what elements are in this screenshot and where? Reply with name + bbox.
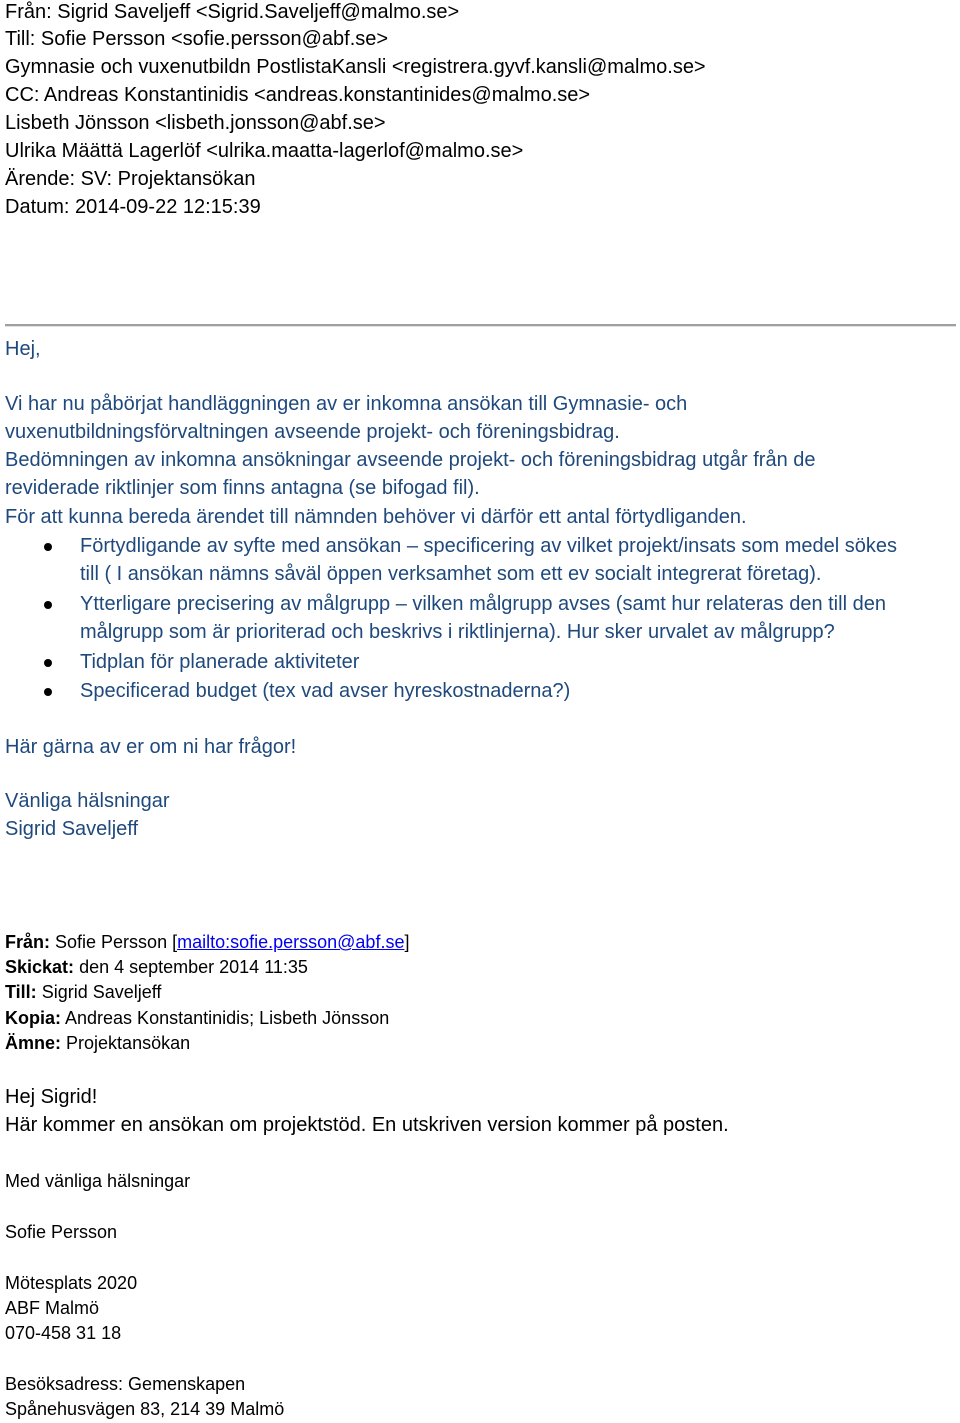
forwarded-subject-label: Ämne: <box>5 1033 62 1053</box>
forwarded-to-value: Sigrid Saveljeff <box>41 982 162 1002</box>
forwarded-from-label: Från: <box>5 932 50 952</box>
reply-paragraph-2-line-1: Bedömningen av inkomna ansökningar avseende projekt- och föreningsbidrag utgår från de <box>5 449 816 471</box>
header-divider <box>5 324 956 327</box>
bullet-2-line-2: målgrupp som är prioriterad och beskrivs i riktlinjerna). Hur sker urvalet av målgrupp? <box>80 621 835 643</box>
reply-closing: Vänliga hälsningar <box>5 790 170 812</box>
forwarded-sent-value: den 4 september 2014 11:35 <box>79 957 308 977</box>
bullet-2-line-1: Ytterligare precisering av målgrupp – vilken målgrupp avses (samt hur relateras den till den <box>80 593 886 615</box>
bullet-1-line-2: till ( I ansökan nämns såväl öppen verksamhet som ett ev socialt integrerat företag). <box>80 563 822 585</box>
bullet-1-line-1: Förtydligande av syfte med ansökan – specificering av vilket projekt/insats som medel sökes <box>80 535 898 557</box>
forwarded-from <box>5 930 409 955</box>
forwarded-name: Sofie Persson <box>5 1222 118 1242</box>
forwarded-to-label: Till: <box>5 982 37 1002</box>
forwarded-cc <box>5 1006 389 1031</box>
forwarded-sent <box>5 955 308 980</box>
forwarded-phone: 070-458 31 18 <box>5 1323 122 1343</box>
header-subject: Ärende: SV: Projektansökan <box>5 168 256 190</box>
bullet-dot <box>44 688 52 696</box>
forwarded-greeting: Hej Sigrid! <box>5 1086 98 1108</box>
bullet-dot <box>44 659 52 667</box>
forwarded-from-end: ] <box>404 932 410 952</box>
forwarded-org-2: ABF Malmö <box>5 1298 100 1318</box>
reply-contact: Här gärna av er om ni har frågor! <box>5 736 297 758</box>
header-date: Datum: 2014-09-22 12:15:39 <box>5 196 261 218</box>
forwarded-message: Här kommer en ansökan om projektstöd. En utskriven version kommer på posten. <box>5 1114 729 1136</box>
reply-paragraph-3: För att kunna bereda ärendet till nämnden behöver vi därför ett antal förtydliganden. <box>5 506 747 528</box>
bullet-dot <box>44 543 52 551</box>
header-to-extra: Gymnasie och vuxenutbildn PostlistaKansli <registrera.gyvf.kansli@malmo.se> <box>5 56 706 78</box>
forwarded-sent-label: Skickat: <box>5 957 75 977</box>
forwarded-to <box>5 980 161 1005</box>
reply-signature: Sigrid Saveljeff <box>5 818 139 840</box>
reply-paragraph-2-line-2: reviderade riktlinjer som finns antagna (se bifogad fil). <box>5 477 480 499</box>
bullet-dot <box>44 601 52 609</box>
bullet-3-line-1: Tidplan för planerade aktiviteter <box>80 651 360 673</box>
header-cc-3: Ulrika Määttä Lagerlöf <ulrika.maatta-lagerlof@malmo.se> <box>5 140 524 162</box>
header-cc: CC: Andreas Konstantinidis <andreas.konstantinides@malmo.se> <box>5 84 591 106</box>
forwarded-cc-label: Kopia: <box>5 1008 61 1028</box>
header-cc-2: Lisbeth Jönsson <lisbeth.jonsson@abf.se> <box>5 112 386 134</box>
forwarded-address-1: Besöksadress: Gemenskapen <box>5 1374 246 1394</box>
forwarded-cc-value: Andreas Konstantinidis; Lisbeth Jönsson <box>65 1008 390 1028</box>
forwarded-subject-value: Projektansökan <box>66 1033 191 1053</box>
reply-greeting: Hej, <box>5 338 41 360</box>
forwarded-from-name: Sofie Persson [ <box>55 932 178 952</box>
reply-paragraph-1-line-1: Vi har nu påbörjat handläggningen av er inkomna ansökan till Gymnasie- och <box>5 393 688 415</box>
forwarded-org-1: Mötesplats 2020 <box>5 1273 138 1293</box>
forwarded-subject <box>5 1031 190 1056</box>
forwarded-closing: Med vänliga hälsningar <box>5 1171 191 1191</box>
forwarded-from-mailto-link[interactable]: mailto:sofie.persson@abf.se <box>177 932 405 952</box>
header-from: Från: Sigrid Saveljeff <Sigrid.Saveljeff@malmo.se> <box>5 1 460 23</box>
header-to: Till: Sofie Persson <sofie.persson@abf.se> <box>5 28 389 50</box>
bullet-4-line-1: Specificerad budget (tex vad avser hyreskostnaderna?) <box>80 680 571 702</box>
reply-paragraph-1-line-2: vuxenutbildningsförvaltningen avseende projekt- och föreningsbidrag. <box>5 421 620 443</box>
forwarded-address-2: Spånehusvägen 83, 214 39 Malmö <box>5 1399 285 1419</box>
